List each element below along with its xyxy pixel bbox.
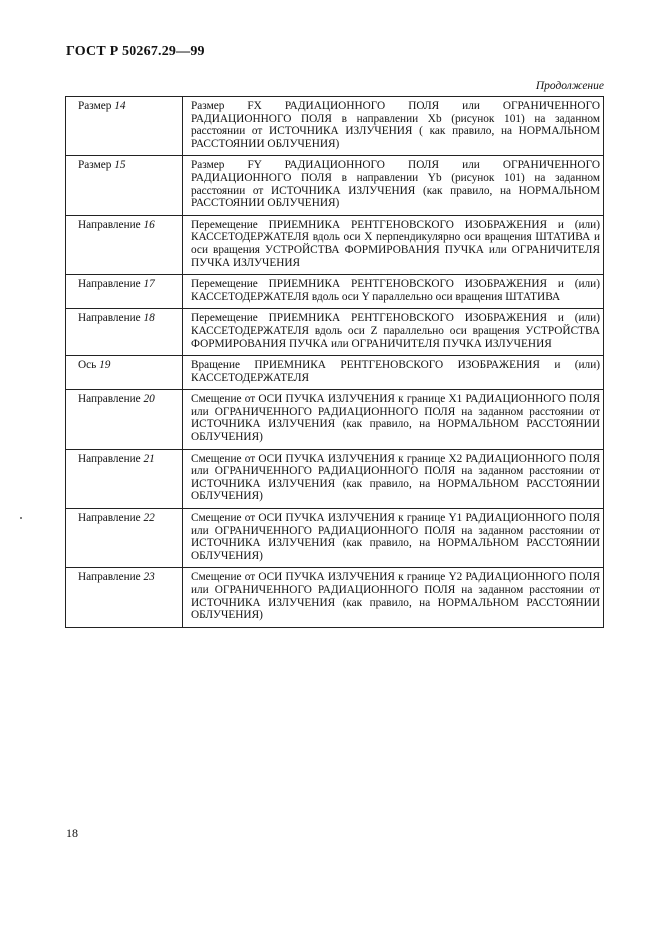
term-number: 18 (143, 312, 155, 325)
term-word: Направление (78, 512, 141, 525)
scan-speck (20, 517, 22, 519)
description-cell: Перемещение ПРИЕМНИКА РЕНТГЕНОВСКОГО ИЗОБРАЖЕНИЯ и (или) КАССЕТОДЕРЖАТЕЛЯ вдоль оси Y параллельно оси вращения ШТАТИВА (183, 275, 604, 309)
table-row (66, 356, 604, 390)
term-cell (66, 356, 183, 390)
description-cell: Размер FX РАДИАЦИОННОГО ПОЛЯ или ОГРАНИЧЕННОГО РАДИАЦИОННОГО ПОЛЯ в направлении Хb (рисунок 101) на заданном расстоянии от ИСТОЧНИКА ИЗЛУЧЕНИЯ ( как правило, на НОРМАЛЬНОМ РАССТОЯНИИ ОБЛУЧЕНИЯ) (183, 97, 604, 156)
term-number: 22 (143, 512, 155, 525)
term-word: Размер (78, 159, 112, 172)
table-row (66, 309, 604, 356)
table-row (66, 509, 604, 568)
table-row (66, 390, 604, 449)
term-number: 16 (143, 218, 155, 231)
term-number: 14 (114, 100, 126, 112)
term-word: Направление (78, 218, 141, 231)
document-header: ГОСТ Р 50267.29—99 (66, 44, 205, 59)
description-cell: Смещение от ОСИ ПУЧКА ИЗЛУЧЕНИЯ к границе Y2 РАДИАЦИОННОГО ПОЛЯ или ОГРАНИЧЕННОГО РАДИАЦИОННОГО ПОЛЯ на заданном расстоянии от ИСТОЧНИКА ИЗЛУЧЕНИЯ (как правило, на НОРМАЛЬНОМ РАССТОЯНИИ ОБЛУЧЕНИЯ) (183, 568, 604, 627)
table-row (66, 97, 604, 156)
term-number: 20 (143, 393, 155, 406)
term-cell (66, 156, 183, 215)
term-cell (66, 390, 183, 449)
term-word: Направление (78, 452, 141, 465)
term-word: Размер (78, 100, 112, 112)
term-number: 23 (143, 571, 155, 584)
term-cell (66, 568, 183, 627)
term-number: 17 (143, 278, 155, 291)
table-row (66, 215, 604, 274)
term-word: Направление (78, 393, 141, 406)
term-cell (66, 449, 183, 508)
term-cell (66, 215, 183, 274)
table-row (66, 449, 604, 508)
description-cell: Вращение ПРИЕМНИКА РЕНТГЕНОВСКОГО ИЗОБРАЖЕНИЯ и (или) КАССЕТОДЕРЖАТЕЛЯ (183, 356, 604, 390)
term-cell (66, 275, 183, 309)
term-word: Направление (78, 278, 141, 291)
term-word: Ось (78, 359, 97, 372)
page-number: 18 (66, 826, 78, 840)
term-word: Направление (78, 571, 141, 584)
term-number: 21 (143, 452, 155, 465)
continuation-label: Продолжение (535, 80, 604, 92)
term-number: 15 (114, 159, 126, 172)
description-cell: Смещение от ОСИ ПУЧКА ИЗЛУЧЕНИЯ к границе X1 РАДИАЦИОННОГО ПОЛЯ или ОГРАНИЧЕННОГО РАДИАЦИОННОГО ПОЛЯ на заданном расстоянии от ИСТОЧНИКА ИЗЛУЧЕНИЯ (как правило, на НОРМАЛЬНОМ РАССТОЯНИИ ОБЛУЧЕНИЯ) (183, 390, 604, 449)
terms-table (65, 96, 604, 628)
description-cell: Перемещение ПРИЕМНИКА РЕНТГЕНОВСКОГО ИЗОБРАЖЕНИЯ и (или) КАССЕТОДЕРЖАТЕЛЯ вдоль оси Z параллельно оси вращения УСТРОЙСТВА ФОРМИРОВАНИЯ ПУЧКА или ОГРАНИЧИТЕЛЯ ПУЧКА ИЗЛУЧЕНИЯ (183, 309, 604, 356)
term-number: 19 (99, 359, 111, 372)
description-cell: Смещение от ОСИ ПУЧКА ИЗЛУЧЕНИЯ к границе Y1 РАДИАЦИОННОГО ПОЛЯ или ОГРАНИЧЕННОГО РАДИАЦИОННОГО ПОЛЯ на заданном расстоянии от ИСТОЧНИКА ИЗЛУЧЕНИЯ (как правило, на НОРМАЛЬНОМ РАССТОЯНИИ ОБЛУЧЕНИЯ) (183, 509, 604, 568)
description-cell: Перемещение ПРИЕМНИКА РЕНТГЕНОВСКОГО ИЗОБРАЖЕНИЯ и (или) КАССЕТОДЕРЖАТЕЛЯ вдоль оси X перпендикулярно оси вращения ШТАТИВА и оси вращения УСТРОЙСТВА ФОРМИРОВАНИЯ ПУЧКА или ОГРАНИЧИТЕЛЯ ПУЧКА ИЗЛУЧЕНИЯ (183, 215, 604, 274)
table-row (66, 275, 604, 309)
term-cell (66, 309, 183, 356)
table-row (66, 568, 604, 627)
description-cell: Смещение от ОСИ ПУЧКА ИЗЛУЧЕНИЯ к границе X2 РАДИАЦИОННОГО ПОЛЯ или ОГРАНИЧЕННОГО РАДИАЦИОННОГО ПОЛЯ на заданном расстоянии от ИСТОЧНИКА ИЗЛУЧЕНИЯ (как правило, на НОРМАЛЬНОМ РАССТОЯНИИ ОБЛУЧЕНИЯ) (183, 449, 604, 508)
term-cell (66, 509, 183, 568)
term-word: Направление (78, 312, 141, 325)
table-row (66, 156, 604, 215)
description-cell: Размер FY РАДИАЦИОННОГО ПОЛЯ или ОГРАНИЧЕННОГО РАДИАЦИОННОГО ПОЛЯ в направлении Yb (рисунок 101) на заданном расстоянии от ИСТОЧНИКА ИЗЛУЧЕНИЯ (как правило, на НОРМАЛЬНОМ РАССТОЯНИИ ОБЛУЧЕНИЯ) (183, 156, 604, 215)
term-cell (66, 97, 183, 156)
